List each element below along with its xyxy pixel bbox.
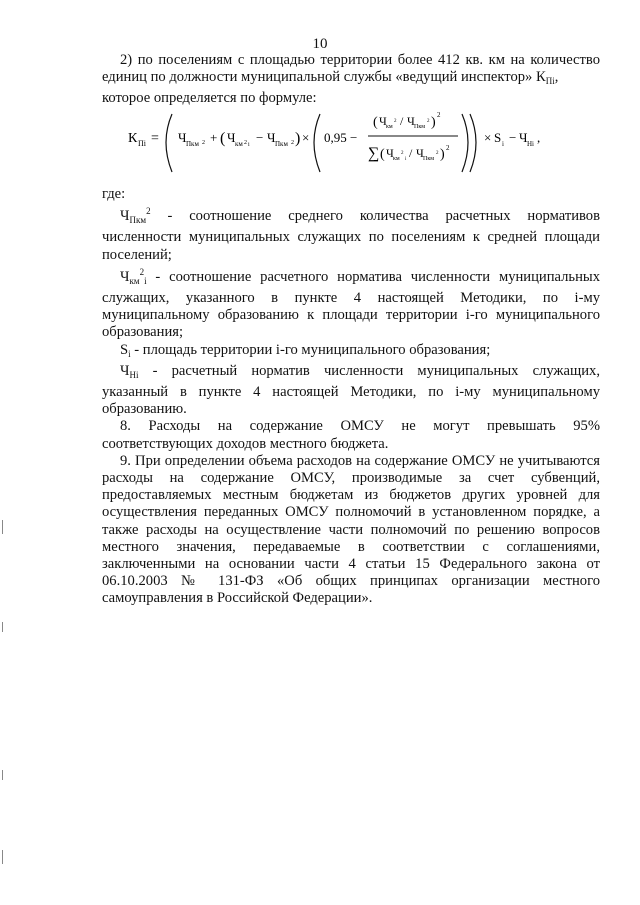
num-close-paren: ) (431, 115, 436, 130)
k-subscript: Пi (545, 76, 555, 87)
left-paren-2 (314, 114, 320, 172)
num-ch-pkm-sq: 2 (427, 119, 430, 124)
definition-item (102, 363, 600, 419)
def-symbol-sub: км (129, 275, 140, 286)
def-symbol-sub: Пкм (129, 215, 147, 226)
definition-item (102, 264, 600, 342)
scan-mark (2, 520, 3, 534)
def-symbol-sup: 2 (139, 266, 145, 277)
num-ch-km-sq: 2 (394, 119, 397, 124)
intro-line-2: которое определяется по формуле: (102, 90, 317, 107)
num-power: 2 (437, 111, 441, 119)
minus-sign-3: − (509, 130, 517, 145)
term-ch-pkm: Ч (178, 130, 187, 145)
den-close-paren: ) (440, 147, 445, 162)
right-paren-2 (462, 114, 468, 172)
num-ch-km-sub: км (386, 124, 393, 130)
term-ch-km-sq: 2 (244, 140, 247, 146)
intro-text (102, 52, 600, 90)
def-symbol: Ч (120, 268, 130, 285)
inner-open-paren: ( (220, 130, 226, 147)
term-s: S (494, 130, 502, 145)
den-ch-km-i: i (405, 157, 407, 162)
intro-line: 2) по поселениям с площадью территории более 412 кв. км на количество единиц по должности муниципальной службы «ведущий инспектор» К (102, 52, 600, 86)
den-ch-km-sq: 2 (401, 151, 404, 156)
paragraph-9: 9. При определении объема расходов на содержание ОМСУ не учитываются расходы на содержание ОМСУ, производимые за счет субвенций, предоставляемых местным бюджетам из бюджетов других уровней для осуществления переданных ОМСУ полномочий в установленном порядке, а также расходы на осуществление части полномочий по решению вопросов местного значения, передаваемые в соответствии с соглашениями, заключенными на основании части 4 статьи 15 Федерального закона от 06.10.2003 № 131-ФЗ «Об общих принципах организации местного самоуправления в Российской Федерации». (102, 452, 600, 607)
def-symbol-sub-i: i (144, 275, 147, 286)
num-ch-km: Ч (379, 114, 387, 128)
den-ch-km-sub: км (393, 156, 400, 162)
def-text: - соотношение среднего количества расчетных нормативов численности муниципальных служащих по поселениям к средней площади поселений; (102, 208, 600, 263)
den-slash: / (409, 146, 413, 160)
sum-sign: ∑ (368, 145, 380, 162)
num-ch-pkm-sub: Пкм (414, 124, 426, 130)
formula-lhs: К (128, 131, 138, 146)
term-ch-n: Ч (519, 130, 528, 145)
page-number: 10 (312, 36, 328, 52)
minus-sign-2: − (350, 130, 358, 145)
def-text: - расчетный норматив численности муниципальных служащих, указанный в пункте 4 настоящей Методики, по i-му муниципальному образованию. (102, 362, 600, 418)
paragraph-8: 8. Расходы на содержание ОМСУ не могут превышать 95% соответствующих доходов местного бюджета. (102, 418, 600, 452)
den-ch-km: Ч (386, 146, 394, 160)
times-sign-2: × (484, 130, 492, 145)
den-power: 2 (446, 144, 450, 152)
term-s-sub: i (502, 140, 504, 148)
formula (128, 106, 548, 180)
intro-line-end: , (554, 69, 559, 86)
term-ch-pkm-2: Ч (267, 130, 276, 145)
def-symbol: Ч (120, 362, 130, 379)
def-symbol: S (120, 341, 129, 358)
formula-lhs-sub: Пi (138, 139, 146, 148)
minus-sign-1: − (256, 130, 264, 145)
num-slash: / (400, 114, 404, 128)
definition-item (102, 342, 600, 363)
den-open-paren: ( (380, 147, 385, 162)
def-symbol-sub: i (128, 348, 131, 359)
plus-sign: + (210, 130, 218, 145)
den-ch-pkm-sq: 2 (436, 151, 439, 156)
term-ch-km: Ч (227, 130, 236, 145)
num-open-paren: ( (373, 115, 378, 130)
scan-mark (2, 850, 3, 864)
where-label: где: (102, 186, 126, 202)
term-ch-pkm-sub: Пкм (186, 140, 199, 148)
scan-mark (2, 622, 3, 632)
term-ch-km-i: i (248, 142, 250, 148)
def-symbol: Ч (120, 208, 130, 225)
term-ch-km-sub: км (235, 140, 243, 148)
intro-paragraph (102, 52, 600, 108)
den-ch-pkm: Ч (416, 146, 424, 160)
definition-item (102, 203, 600, 264)
term-ch-pkm-sq: 2 (202, 140, 205, 146)
times-sign-1: × (302, 130, 310, 145)
term-ch-n-sub: Нi (527, 140, 534, 148)
left-paren (166, 114, 172, 172)
right-paren (470, 114, 476, 172)
coefficient: 0,95 (324, 130, 347, 145)
den-ch-pkm-sub: Пкм (423, 156, 435, 162)
formula-eq: = (151, 131, 159, 146)
def-symbol-sub: Нi (129, 369, 139, 380)
term-ch-pkm-2-sq: 2 (291, 140, 294, 146)
num-ch-pkm: Ч (407, 114, 415, 128)
definitions-block (102, 186, 600, 608)
formula-comma: , (537, 130, 541, 145)
term-ch-pkm-2-sub: Пкм (275, 140, 288, 148)
def-symbol-sup: 2 (146, 206, 151, 217)
def-text: - площадь территории i-го муниципального образования; (130, 341, 491, 358)
scan-mark (2, 770, 3, 780)
def-text: - соотношение расчетного норматива численности муниципальных служащих, указанного в пункте 4 настоящей Методики, по i-му муниципальному образованию к площади территории i-го муниципального образования; (102, 268, 600, 341)
inner-close-paren: ) (295, 130, 301, 147)
